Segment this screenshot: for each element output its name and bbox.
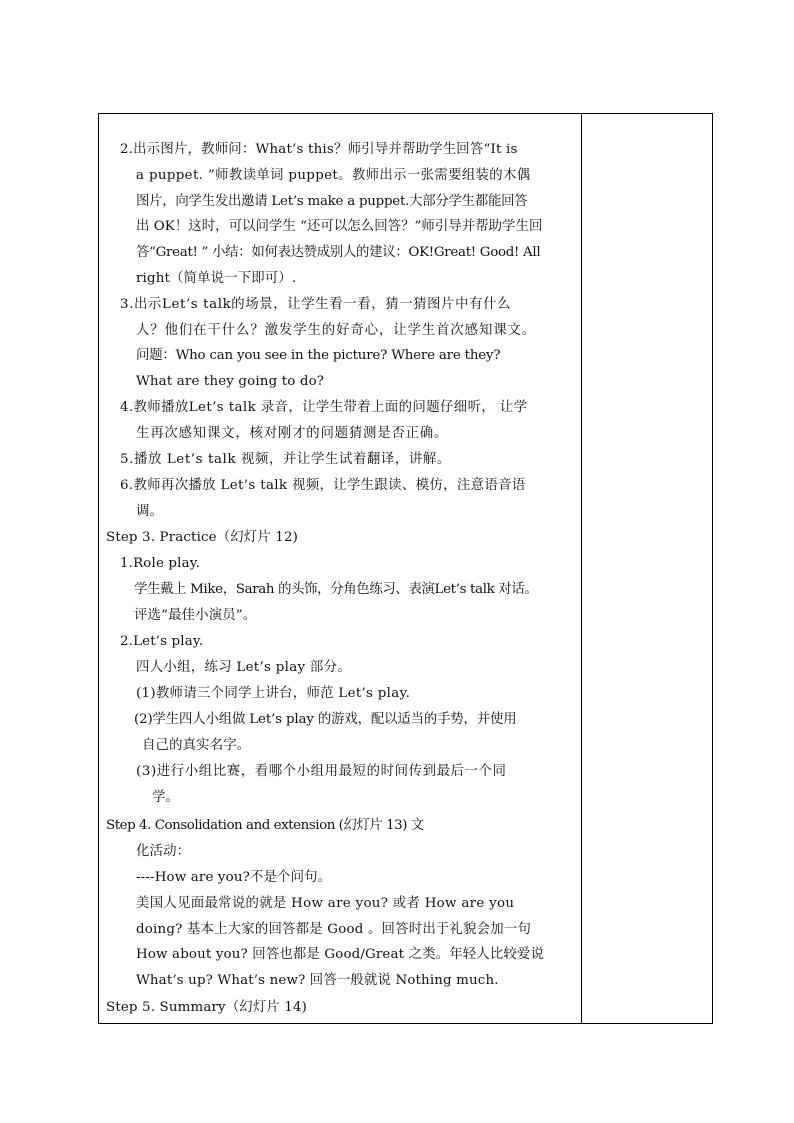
text-line: 人？他们在干什么？激发学生的好奇心，让学生首次感知课文。: [136, 323, 537, 338]
text-line: 4.教师播放Let’s talk 录音，让学生带着上面的问题仔细听， 让学: [120, 400, 528, 415]
text-line: 3.出示Let’s talk的场景，让学生看一看，猜一猜图片中有什么: [120, 297, 512, 312]
text-line: 美国人见面最常说的就是 How are you? 或者 How are you: [136, 896, 515, 911]
section-heading: Step 3. Practice（幻灯片 12): [106, 530, 299, 545]
text-line: (3)进行小组比赛，看哪个小组用最短的时间传到最后一个同: [136, 764, 507, 779]
text-line: How about you? 回答也都是 Good/Great 之类。年轻人比较爱说: [136, 947, 544, 962]
text-line: 四人小组，练习 Let’s play 部分。: [136, 660, 352, 675]
text-line: 学生戴上 Mike，Sarah 的头饰，分角色练习、表演Let’s talk 对话。: [134, 582, 538, 597]
section-heading: Step 5. Summary（幻灯片 14): [106, 1000, 308, 1015]
text-line: doing? 基本上大家的回答都是 Good 。回答时出于礼貌会加一句: [136, 922, 532, 937]
text-line: a puppet. ”师教读单词 puppet。教师出示一张需要组装的木偶: [136, 168, 531, 183]
text-line: 学。: [152, 790, 180, 805]
text-line: (2)学生四人小组做 Let’s play 的游戏，配以适当的手势，并使用: [134, 712, 517, 727]
text-line: 出 OK！这时，可以问学生 “还可以怎么回答？”师引导并帮助学生回: [136, 219, 543, 234]
text-line: 5.播放 Let’s talk 视频，并让学生试着翻译，讲解。: [120, 452, 451, 467]
text-line: 2.出示图片，教师问：What’s this？师引导并帮助学生回答“It is: [120, 142, 518, 157]
text-line: right（简单说一下即可）.: [136, 271, 297, 286]
text-line: 自己的真实名字。: [142, 738, 251, 753]
text-line: ----How are you?不是个问句。: [136, 870, 332, 885]
text-line: 生再次感知课文，核对刚才的问题猜测是否正确。: [136, 426, 449, 441]
text-line: 评选“最佳小演员”。: [134, 608, 257, 623]
text-line: 6.教师再次播放 Let’s talk 视频，让学生跟读、模仿，注意语音语: [120, 478, 526, 493]
text-line: 问题：Who can you see in the picture? Where are they?: [136, 348, 501, 363]
text-line: 答“Great! ” 小结：如何表达赞成别人的建议：OK!Great! Good! All: [136, 245, 541, 260]
text-line: 化活动：: [136, 844, 191, 859]
text-line: 图片，向学生发出邀请 Let’s make a puppet.大部分学生都能回答: [136, 194, 528, 209]
text-line: 1.Role play.: [120, 556, 201, 571]
text-line: 2.Let’s play.: [120, 634, 204, 649]
section-heading: Step 4. Consolidation and extension (幻灯片 13) 文: [106, 818, 424, 833]
text-line: 调。: [136, 504, 164, 519]
text-line: (1)教师请三个同学上讲台，师范 Let’s play.: [136, 686, 411, 701]
text-line: What’s up? What’s new? 回答一般就说 Nothing much.: [136, 973, 499, 988]
text-line: What are they going to do?: [136, 374, 325, 389]
